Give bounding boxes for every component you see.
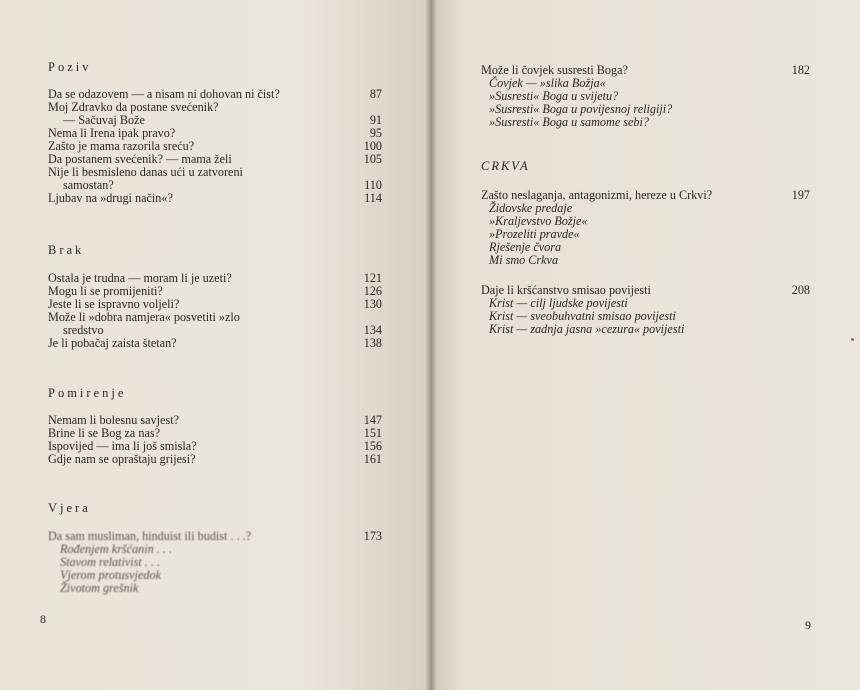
page-number: 208 bbox=[791, 283, 810, 297]
toc-subtopic: Životom grešnik bbox=[60, 581, 139, 595]
page-number: 197 bbox=[791, 188, 810, 202]
toc-entry-line: Da se odazovem — a nisam ni dohovan ni čist? bbox=[48, 87, 280, 101]
toc-entry-line: Jeste li se ispravno voljeli? bbox=[48, 297, 180, 311]
page-number: 121 bbox=[363, 271, 382, 285]
toc-entry-line: Daje li kršćanstvo smisao povijesti bbox=[481, 283, 651, 297]
toc-subtopic: Krist — sveobuhvatni smisao povijesti bbox=[489, 309, 676, 323]
toc-entry-line: Ostala je trudna — moram li je uzeti? bbox=[48, 271, 232, 285]
page-number: 151 bbox=[363, 426, 382, 440]
toc-entry-line: Može li čovjek susresti Boga? bbox=[481, 63, 628, 77]
toc-subtopic: »Susresti« Boga u svijetu? bbox=[489, 89, 619, 103]
toc-entry-line: Da sam musliman, hinduist ili budist . . .? bbox=[48, 529, 252, 543]
toc-subtopic: »Kraljevstvo Božje« bbox=[489, 214, 588, 228]
page-number: 100 bbox=[363, 139, 382, 153]
right-page-number: 9 bbox=[805, 618, 811, 632]
toc-entry-line: Nema li Irena ipak pravo? bbox=[48, 126, 176, 140]
page-number: 114 bbox=[364, 191, 382, 205]
page-number: 130 bbox=[363, 297, 382, 311]
page-number: 173 bbox=[363, 529, 382, 543]
section-title: Brak bbox=[48, 243, 85, 257]
toc-entry-line: samostan? bbox=[63, 178, 114, 192]
toc-subtopic: Stavom relativist . . . bbox=[60, 555, 161, 569]
section-title: CRKVA bbox=[481, 159, 530, 173]
page-number: 105 bbox=[363, 152, 382, 166]
toc-entry-line: Ispovijed — ima li još smisla? bbox=[48, 439, 197, 453]
toc-entry-line: Da postanem svećenik? — mama želi bbox=[48, 152, 232, 166]
toc-subtopic: Židovske predaje bbox=[489, 201, 573, 215]
page-number: 182 bbox=[791, 63, 810, 77]
toc-entry-line: Zašto je mama razorila sreću? bbox=[48, 139, 195, 153]
toc-entry-line: Mogu li se promijeniti? bbox=[48, 284, 163, 298]
page-number: 156 bbox=[363, 439, 382, 453]
page-number: 138 bbox=[363, 336, 382, 350]
toc-entry-line: sredstvo bbox=[63, 323, 104, 337]
section-title: Poziv bbox=[48, 60, 92, 74]
toc-entry-line: Nije li besmisleno danas ući u zatvoreni bbox=[48, 165, 243, 179]
toc-entry-line: — Sačuvaj Bože bbox=[63, 113, 145, 127]
toc-entry-line: Zašto neslaganja, antagonizmi, hereze u Crkvi? bbox=[481, 188, 713, 202]
toc-subtopic: »Prozeliti pravde« bbox=[489, 227, 580, 241]
book-gutter bbox=[425, 0, 437, 690]
paper-speck bbox=[851, 338, 854, 341]
toc-entry-line: Gdje nam se opraštaju grijesi? bbox=[48, 452, 196, 466]
toc-subtopic: Čovjek — »slika Božja« bbox=[489, 76, 606, 90]
section-title: Pomirenje bbox=[48, 386, 127, 400]
toc-entry-line: Je li pobačaj zaista štetan? bbox=[48, 336, 177, 350]
toc-entry-line: Nemam li bolesnu savjest? bbox=[48, 413, 179, 427]
page-number: 126 bbox=[363, 284, 382, 298]
page-number: 91 bbox=[369, 113, 382, 127]
toc-entry-line: Može li »dobra namjera« posvetiti »zlo bbox=[48, 310, 240, 324]
toc-subtopic: »Susresti« Boga u samome sebi? bbox=[489, 115, 650, 129]
toc-subtopic: Rođenjem kršćanin . . . bbox=[60, 542, 173, 556]
toc-entry-line: Moj Zdravko da postane svećenik? bbox=[48, 100, 219, 114]
left-page-number: 8 bbox=[40, 612, 46, 626]
page-number: 161 bbox=[363, 452, 382, 466]
page-number: 95 bbox=[369, 126, 382, 140]
toc-subtopic: Mi smo Crkva bbox=[489, 253, 559, 267]
page-number: 134 bbox=[363, 323, 382, 337]
toc-subtopic: »Susresti« Boga u povijesnoj religiji? bbox=[489, 102, 673, 116]
toc-subtopic: Vjerom protusvjedok bbox=[60, 568, 161, 582]
toc-subtopic: Rješenje čvora bbox=[489, 240, 562, 254]
page-number: 147 bbox=[363, 413, 382, 427]
toc-entry-line: Brine li se Bog za nas? bbox=[48, 426, 161, 440]
page-number: 110 bbox=[364, 178, 382, 192]
toc-subtopic: Krist — zadnja jasna »cezura« povijesti bbox=[489, 322, 685, 336]
section-title: Vjera bbox=[48, 501, 91, 515]
toc-entry-line: Ljubav na »drugi način«? bbox=[48, 191, 173, 205]
page-number: 87 bbox=[369, 87, 382, 101]
toc-subtopic: Krist — cilj ljudske povijesti bbox=[489, 296, 628, 310]
